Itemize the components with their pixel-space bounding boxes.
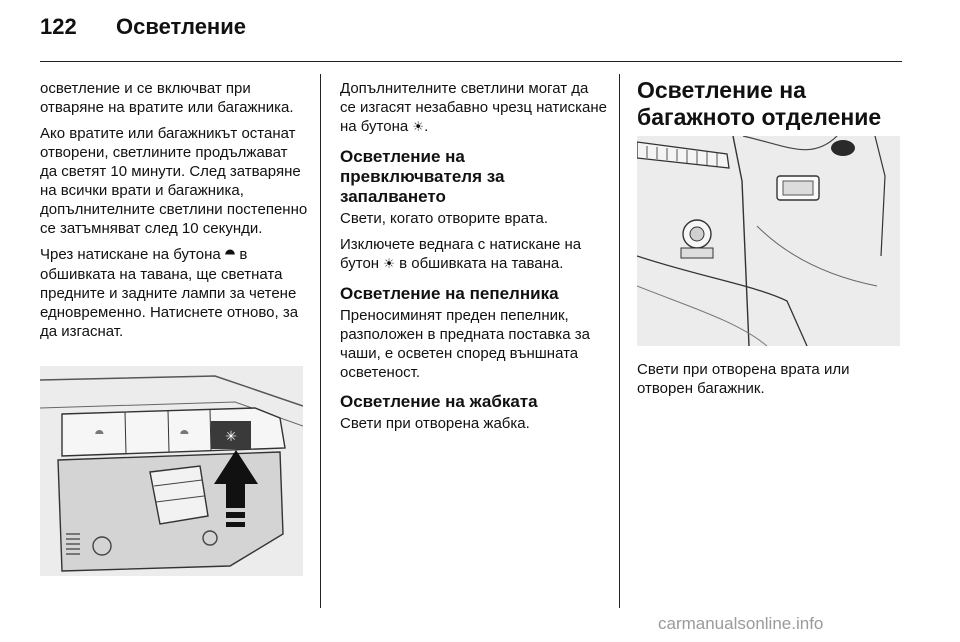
left-paragraph-1: осветление и се включват при отваряне на вратите или багажника.: [40, 80, 294, 116]
heading-ashtray-light: Осветление на пепелника: [340, 284, 559, 303]
middle-paragraph-5: Свети при отворена жабка.: [340, 415, 530, 432]
heading-luggage-light: Осветление на багажното отделение: [637, 77, 882, 130]
middle-paragraph-2: Свети, когато отворите врата.: [340, 210, 548, 227]
svg-text:✳: ✳: [225, 428, 237, 444]
heading-glovebox-light: Осветление на жабката: [340, 392, 538, 411]
left-paragraph-2: Ако вратите или багажникът останат отворени, светлините продължават да светят 10 минути. След затваряне на всички врати и багажника, допълнителните светлини постепенно се затъмняват след 10 секунди.: [40, 125, 308, 237]
right-column: [637, 77, 903, 143]
roof-console-figure: [40, 366, 303, 576]
column-divider-2: [619, 74, 620, 608]
light-button-icon: ☀: [412, 120, 425, 135]
svg-text:⯊: ⯊: [180, 429, 189, 441]
luggage-compartment-figure: [637, 136, 900, 346]
middle-paragraph-3: Изключете веднага с натискане на бутон ☀ в обшивката на тавана.: [340, 236, 582, 272]
middle-paragraph-4: Преносиминят преден пепелник, разположен в предната поставка за чаши, е осветен според външната осветеност.: [340, 307, 590, 381]
left-paragraph-3: Чрез натискане на бутона ⯊ в обшивката на тавана, ще светната предните и задните лампи за четене едновременно. Натиснете отново, за да изгаснат.: [40, 246, 299, 340]
page-number: 122: [40, 14, 77, 39]
heading-ignition-light: Осветление на превключвателя за запалването: [340, 147, 505, 206]
header-divider: [40, 61, 902, 62]
middle-paragraph-1: Допълнителните светлини могат да се изгасят незабавно чрезц натискане на бутона ☀.: [340, 80, 607, 135]
reading-lamps-icon: ⯊: [224, 248, 236, 263]
page-title: Осветление: [116, 14, 246, 39]
light-button-icon: ☀: [383, 257, 395, 272]
right-caption-block: [637, 360, 903, 405]
left-column: [40, 79, 308, 348]
watermark: carmanualsonline.info: [658, 614, 824, 633]
luggage-light-caption: Свети при отворена врата или отворен багажник.: [637, 361, 850, 397]
svg-text:⯊: ⯊: [95, 429, 104, 441]
middle-column: [340, 79, 608, 440]
column-divider-1: [320, 74, 321, 608]
